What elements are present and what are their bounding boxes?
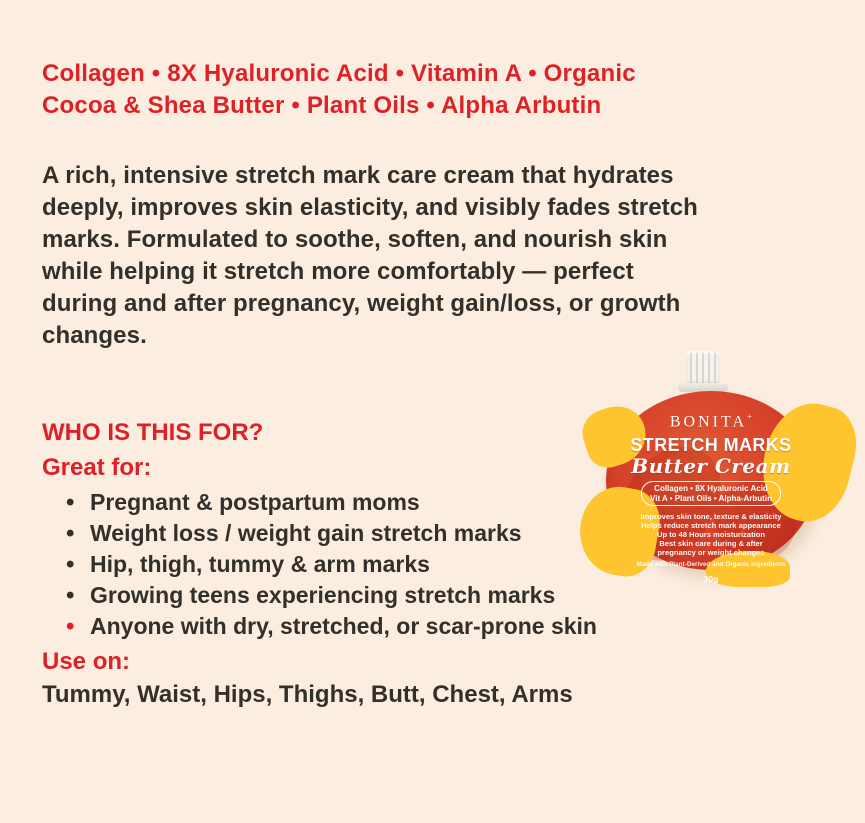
net-weight: 30g	[703, 574, 719, 585]
plant-derived-footnote: Made with Plant-Derived and Organic Ingredients	[636, 561, 786, 569]
who-for-heading: WHO IS THIS FOR?	[42, 419, 264, 446]
cap-spout	[686, 351, 720, 385]
list-item	[66, 580, 782, 611]
pouch-product-title: STRETCH MARKS	[630, 435, 792, 456]
pouch-label	[606, 391, 816, 585]
list-item	[66, 611, 782, 642]
benefit-claims	[641, 512, 782, 557]
brand-logo	[670, 408, 752, 431]
use-on-label: Use on:	[42, 648, 131, 675]
list-item-text: Growing teens experiencing stretch marks	[90, 582, 556, 608]
ingredients-pill	[641, 481, 781, 506]
ingredients-headline: Collagen • 8X Hyaluronic Acid • Vitamin A • Organic Cocoa & Shea Butter • Plant Oils • Alpha Arbutin	[42, 60, 636, 119]
benefit-line: Best skin care during & after	[659, 539, 763, 549]
benefit-line: Up to 48 Hours moisturization	[656, 530, 765, 540]
great-for-subheading: Great for:	[42, 454, 152, 481]
pill-line-2: Vit A • Plant Oils • Alpha-Arbutin	[650, 493, 772, 503]
pill-line-1: Collagen • 8X Hyaluronic Acid	[654, 484, 768, 494]
use-on-areas: Tummy, Waist, Hips, Thighs, Butt, Chest, Arms	[42, 681, 573, 708]
pouch-product-subtitle: Butter Cream	[631, 454, 791, 479]
benefit-line: pregnancy or weight changes	[657, 548, 765, 558]
list-item-text: Anyone with dry, stretched, or scar-prone skin	[90, 613, 597, 639]
benefit-line: Improves skin tone, texture & elasticity	[640, 512, 782, 522]
pouch-body	[606, 391, 816, 585]
product-pouch-image	[604, 351, 820, 585]
list-item-text: Pregnant & postpartum moms	[90, 489, 420, 515]
sparkle-plus-icon: +	[747, 412, 753, 422]
brand-name: BONITA	[669, 413, 748, 431]
benefit-line: Helps reduce stretch mark appearance	[641, 521, 781, 531]
list-item-text: Hip, thigh, tummy & arm marks	[90, 551, 430, 577]
pouch-spout-cap	[684, 351, 722, 393]
product-description: A rich, intensive stretch mark care cream that hydrates deeply, improves skin elasticity, and visibly fades stretch marks. Formulated to soothe, soften, and nourish skin while helping it stretch more comfortably — perfect during and after pregnancy, weight gain/loss, or growth changes.	[42, 162, 698, 349]
list-item-text: Weight loss / weight gain stretch marks	[90, 520, 522, 546]
